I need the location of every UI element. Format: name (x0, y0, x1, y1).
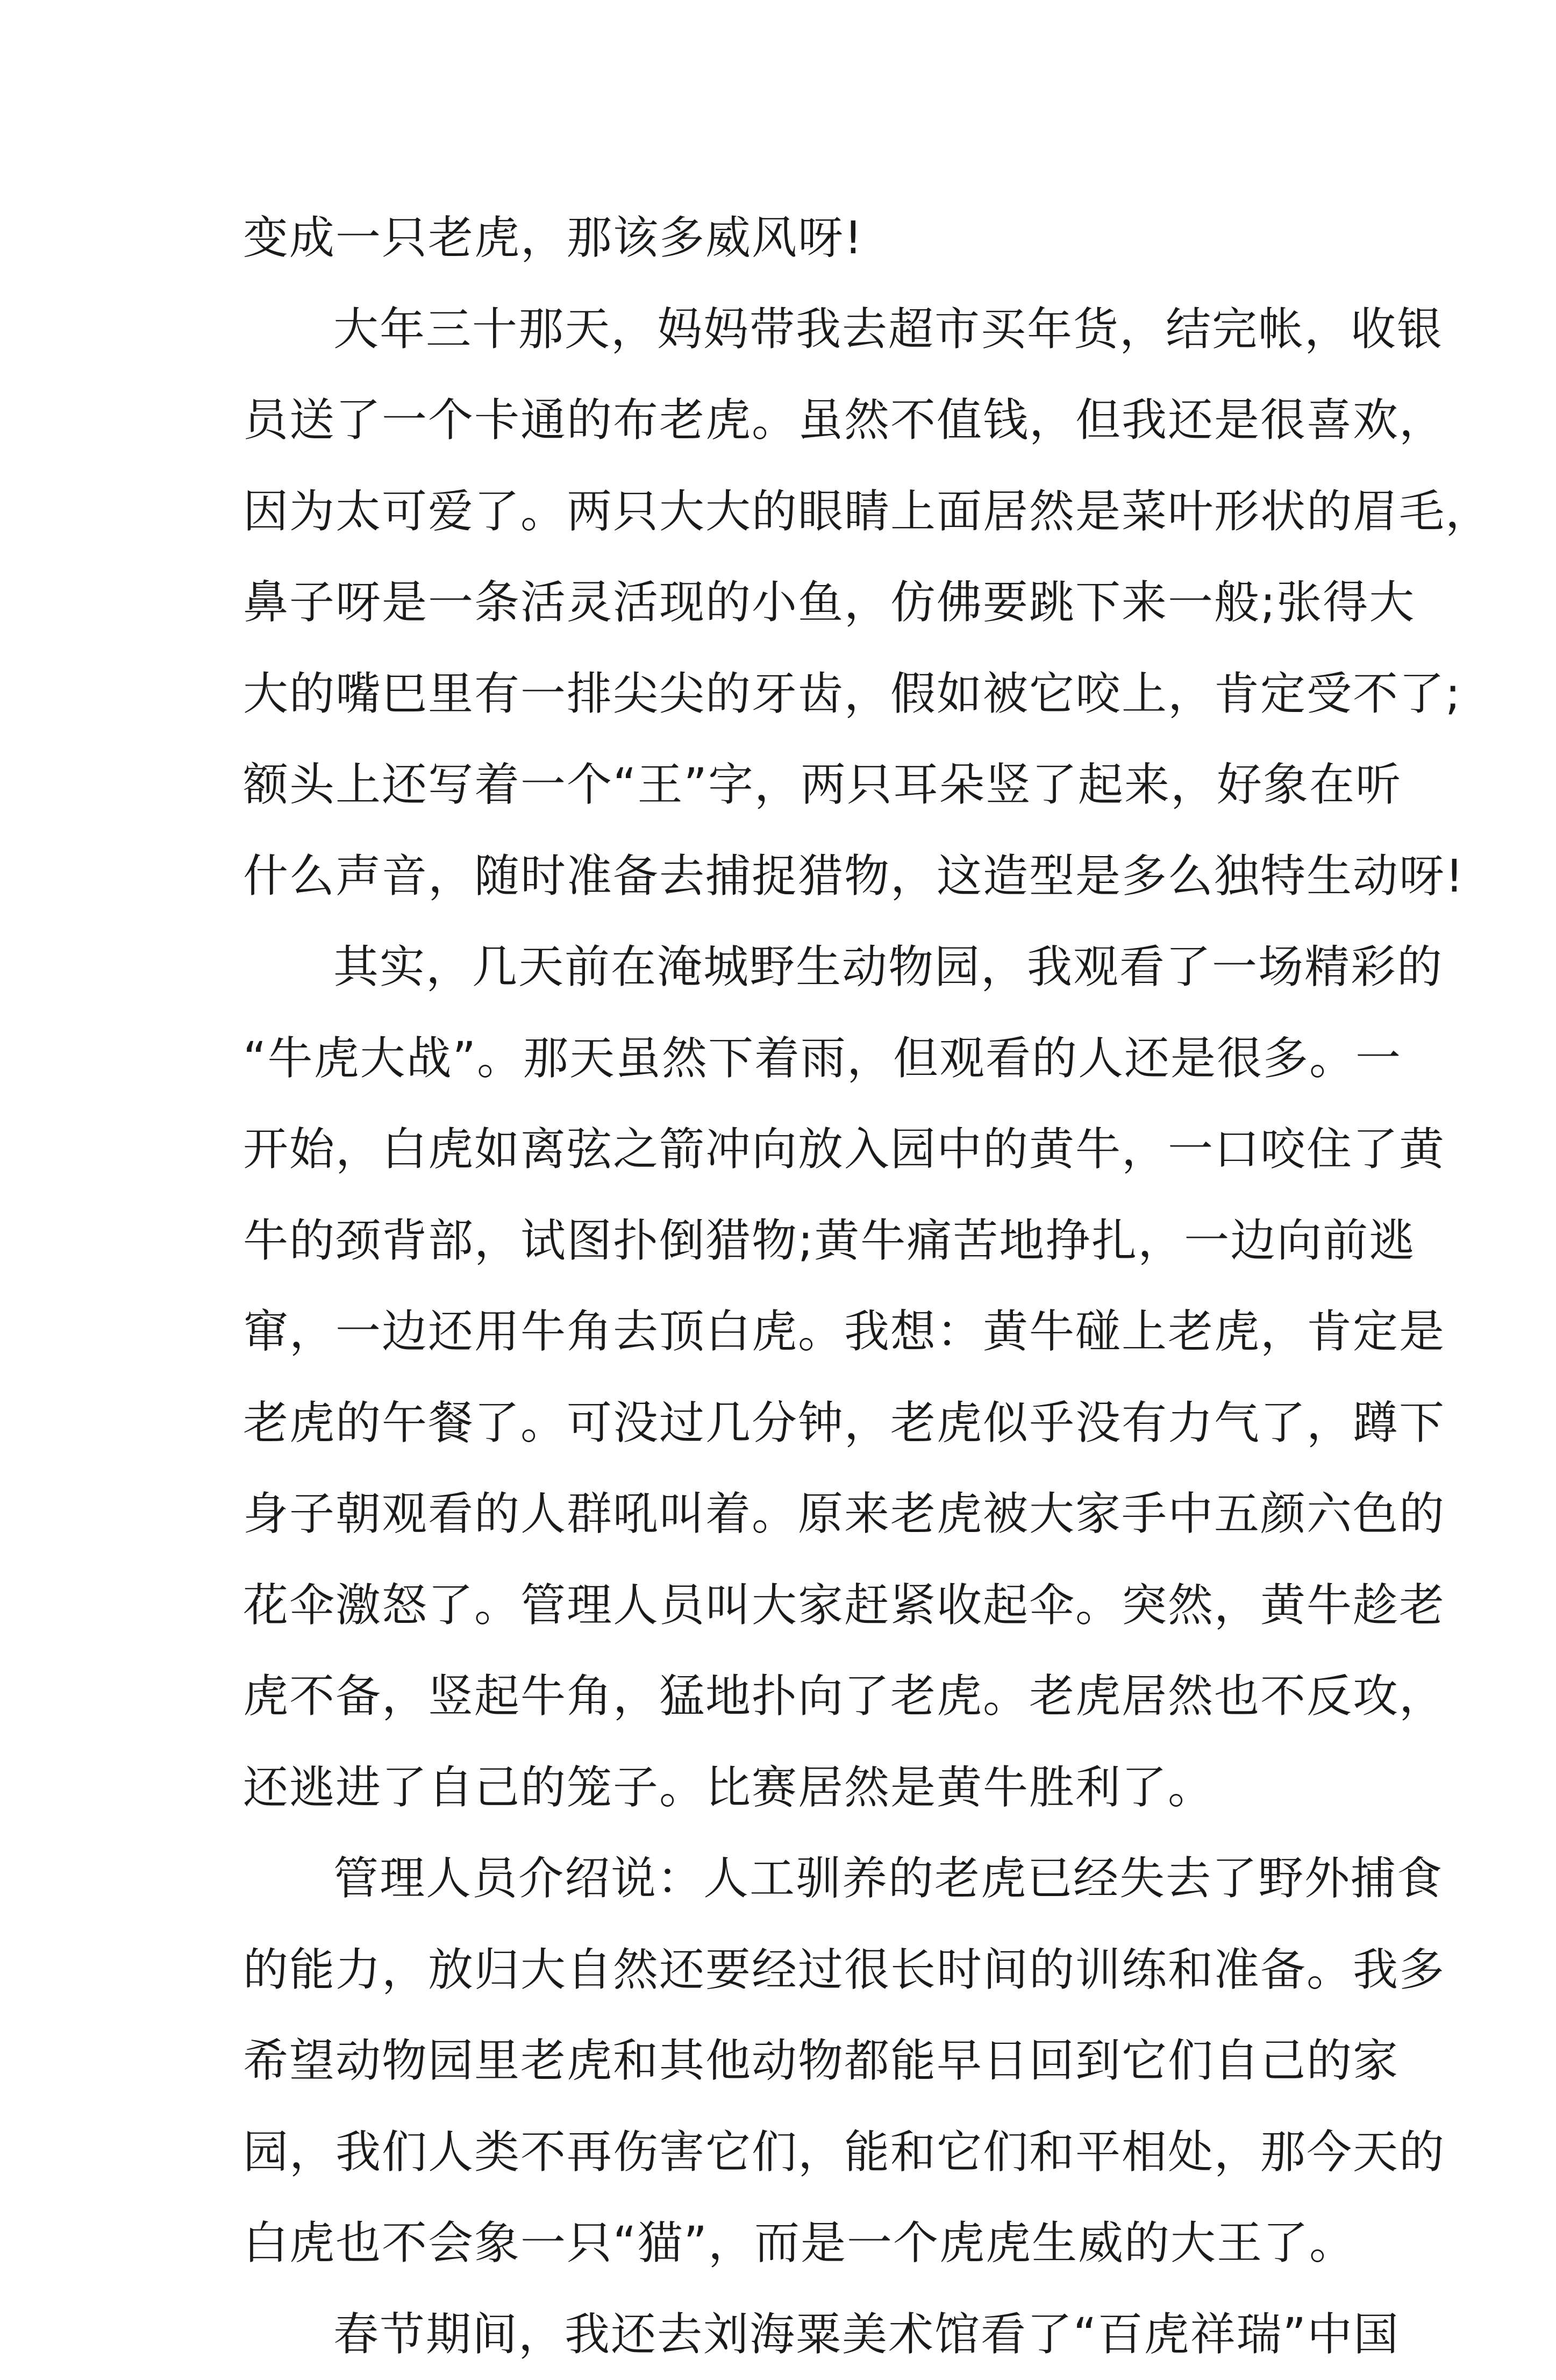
text-line: 园，我们人类不再伤害它们，能和它们和平相处，那今天的 (243, 2107, 1340, 2198)
body-text (243, 193, 1340, 2380)
text-line: 因为太可爱了。两只大大的眼睛上面居然是菜叶形状的眉毛， (243, 466, 1340, 558)
text-line: 鼻子呀是一条活灵活现的小鱼，仿佛要跳下来一般;张得大 (243, 557, 1340, 649)
text-line: 员送了一个卡通的布老虎。虽然不值钱，但我还是很喜欢， (243, 375, 1340, 466)
text-line: 开始，白虎如离弦之箭冲向放入园中的黄牛，一口咬住了黄 (243, 1104, 1340, 1195)
text-line: 白虎也不会象一只“猫”，而是一个虎虎生威的大王了。 (243, 2198, 1340, 2289)
text-line: 花伞激怒了。管理人员叫大家赶紧收起伞。突然，黄牛趁老 (243, 1560, 1340, 1651)
text-line: 额头上还写着一个“王”字，两只耳朵竖了起来，好象在听 (243, 739, 1340, 831)
text-line: 身子朝观看的人群吼叫着。原来老虎被大家手中五颜六色的 (243, 1469, 1340, 1560)
text-line: 大的嘴巴里有一排尖尖的牙齿，假如被它咬上，肯定受不了; (243, 649, 1340, 740)
text-line: 牛的颈背部，试图扑倒猎物;黄牛痛苦地挣扎，一边向前逃 (243, 1195, 1340, 1287)
text-line: “牛虎大战”。那天虽然下着雨，但观看的人还是很多。一 (243, 1013, 1340, 1105)
text-line: 管理人员介绍说：人工驯养的老虎已经失去了野外捕食 (243, 1833, 1340, 1925)
text-line: 老虎的午餐了。可没过几分钟，老虎似乎没有力气了，蹲下 (243, 1378, 1340, 1469)
text-line: 大年三十那天，妈妈带我去超市买年货，结完帐，收银 (243, 284, 1340, 375)
text-line: 其实，几天前在淹城野生动物园，我观看了一场精彩的 (243, 922, 1340, 1013)
text-line: 变成一只老虎，那该多威风呀! (243, 193, 1340, 284)
text-line: 窜，一边还用牛角去顶白虎。我想：黄牛碰上老虎，肯定是 (243, 1286, 1340, 1378)
text-line: 虎不备，竖起牛角，猛地扑向了老虎。老虎居然也不反攻， (243, 1651, 1340, 1742)
text-line: 什么声音，随时准备去捕捉猎物，这造型是多么独特生动呀! (243, 831, 1340, 922)
text-line: 春节期间，我还去刘海粟美术馆看了“百虎祥瑞”中国 (243, 2289, 1340, 2380)
text-line: 希望动物园里老虎和其他动物都能早日回到它们自己的家 (243, 2015, 1340, 2107)
text-line: 还逃进了自己的笼子。比赛居然是黄牛胜利了。 (243, 1742, 1340, 1834)
text-line: 的能力，放归大自然还要经过很长时间的训练和准备。我多 (243, 1925, 1340, 2016)
